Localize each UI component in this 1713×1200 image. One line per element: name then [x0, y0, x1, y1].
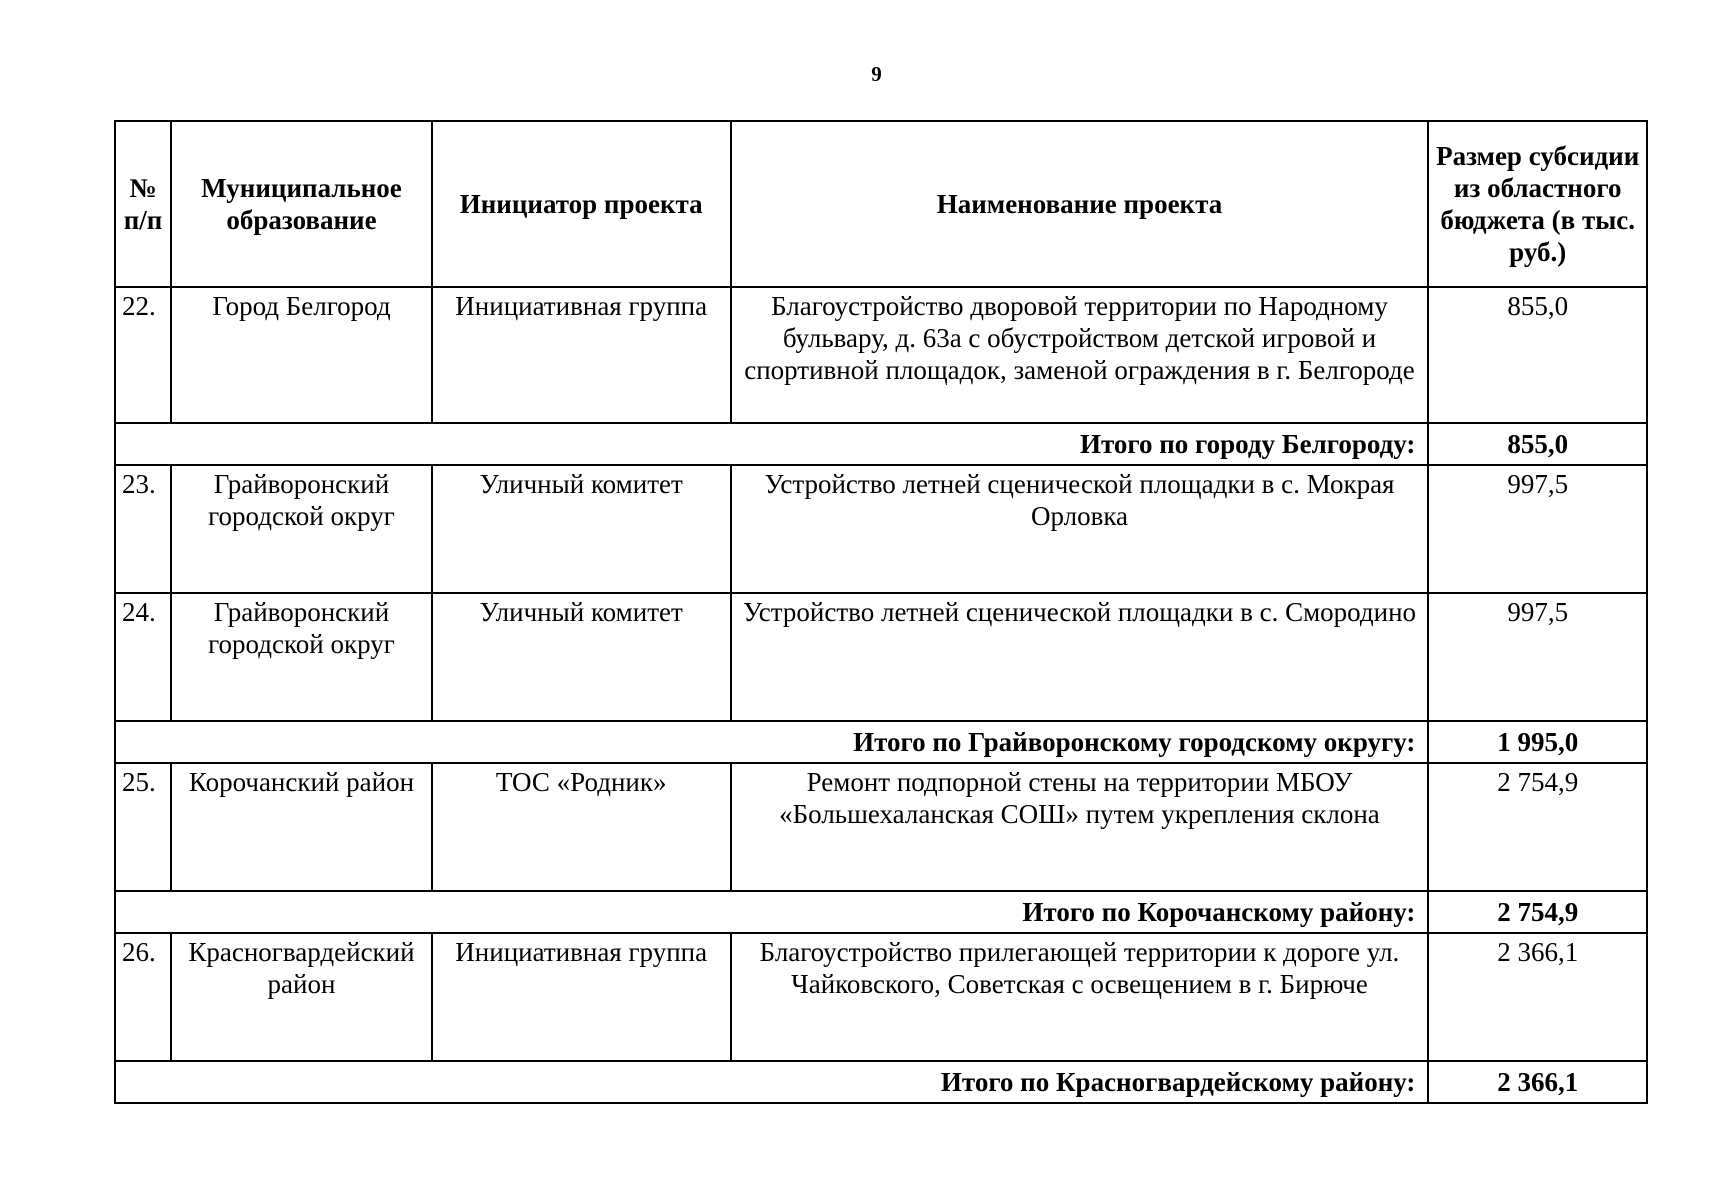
row-project: Благоустройство прилегающей территории к дороге ул. Чайковского, Советская с освещением в г. Бирюче [731, 933, 1429, 1061]
row-num: 24. [115, 593, 171, 721]
total-value: 855,0 [1428, 423, 1647, 465]
total-label: Итого по Корочанскому району: [115, 891, 1428, 933]
total-value: 2 366,1 [1428, 1061, 1647, 1103]
header-num: № п/п [115, 121, 171, 287]
total-row [115, 891, 1647, 933]
row-initiator: Уличный комитет [432, 465, 731, 593]
subsidy-table [114, 120, 1648, 1104]
header-municipality: Муниципальное образование [171, 121, 432, 287]
row-num: 23. [115, 465, 171, 593]
row-municipality: Грайворонский городской округ [171, 593, 432, 721]
total-label: Итого по городу Белгороду: [115, 423, 1428, 465]
row-municipality: Город Белгород [171, 287, 432, 423]
row-initiator: Инициативная группа [432, 933, 731, 1061]
row-num: 25. [115, 763, 171, 891]
row-project: Благоустройство дворовой территории по Народному бульвару, д. 63а с обустройством детской игровой и спортивной площадок, заменой ограждения в г. Белгороде [731, 287, 1429, 423]
total-row [115, 1061, 1647, 1103]
total-label: Итого по Красногвардейскому району: [115, 1061, 1428, 1103]
page-number: 9 [871, 62, 882, 86]
table-row [115, 763, 1647, 891]
row-num: 26. [115, 933, 171, 1061]
table-row [115, 593, 1647, 721]
total-row [115, 721, 1647, 763]
table-row [115, 465, 1647, 593]
header-project: Наименование проекта [731, 121, 1429, 287]
total-row [115, 423, 1647, 465]
total-value: 1 995,0 [1428, 721, 1647, 763]
row-amount: 2 754,9 [1428, 763, 1647, 891]
header-amount: Размер субсидии из областного бюджета (в тыс. руб.) [1428, 121, 1647, 287]
row-initiator: Инициативная группа [432, 287, 731, 423]
total-value: 2 754,9 [1428, 891, 1647, 933]
row-initiator: Уличный комитет [432, 593, 731, 721]
row-amount: 2 366,1 [1428, 933, 1647, 1061]
row-municipality: Корочанский район [171, 763, 432, 891]
row-project: Устройство летней сценической площадки в с. Смородино [731, 593, 1429, 721]
row-num: 22. [115, 287, 171, 423]
table-row [115, 933, 1647, 1061]
header-initiator: Инициатор проекта [432, 121, 731, 287]
row-amount: 855,0 [1428, 287, 1647, 423]
row-amount: 997,5 [1428, 593, 1647, 721]
row-amount: 997,5 [1428, 465, 1647, 593]
row-municipality: Грайворонский городской округ [171, 465, 432, 593]
row-project: Устройство летней сценической площадки в с. Мокрая Орловка [731, 465, 1429, 593]
table-row [115, 287, 1647, 423]
table-header-row [115, 121, 1647, 287]
row-initiator: ТОС «Родник» [432, 763, 731, 891]
total-label: Итого по Грайворонскому городскому округу: [115, 721, 1428, 763]
row-municipality: Красногвардейский район [171, 933, 432, 1061]
row-project: Ремонт подпорной стены на территории МБОУ «Большехаланская СОШ» путем укрепления склона [731, 763, 1429, 891]
